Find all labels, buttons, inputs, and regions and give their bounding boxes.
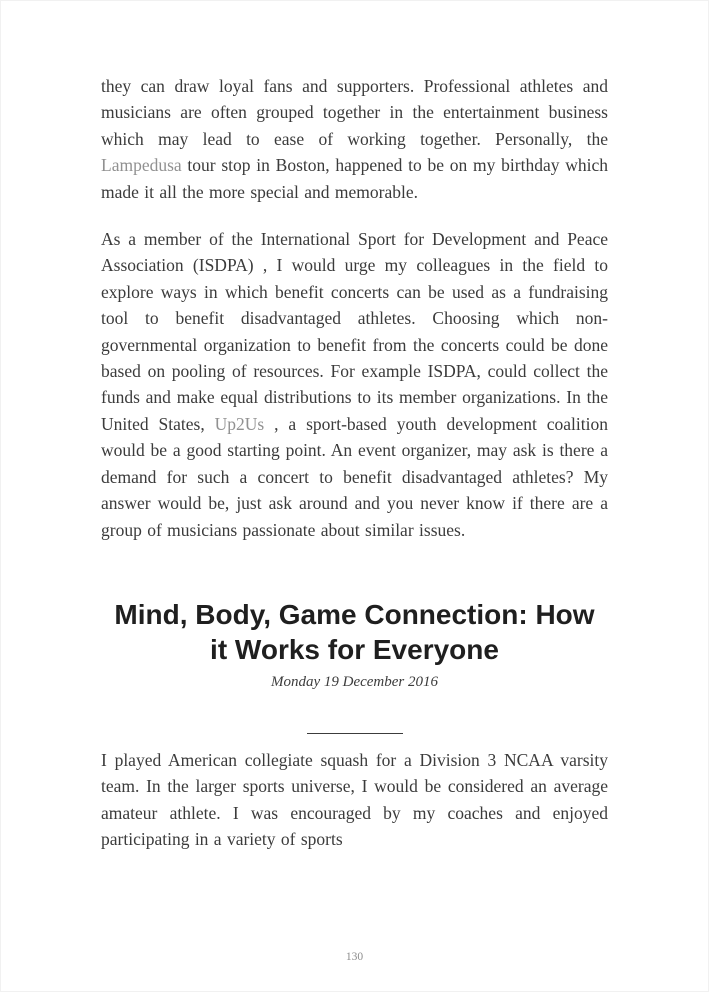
lampedusa-link[interactable]: Lampedusa xyxy=(101,155,182,176)
post-title: Mind, Body, Game Connection: How it Works for Everyone xyxy=(114,598,595,665)
post-date: Monday 19 December 2016 xyxy=(270,673,439,690)
paragraph-2-text-pre: As a member of the International Sport for Development and Peace Association (ISDPA) , I would urge my colleagues in the field to explore ways in which benefit concerts can be used as a fundraising tool to benefit disadvantaged athletes. Choosing which non-governmental organization to benefit from the concerts could be done based on pooling of resources. For example ISDPA, could collect the funds and make equal distributions to its member organizations. In the United States, xyxy=(101,229,608,434)
paragraph xyxy=(101,747,608,853)
section-divider xyxy=(307,733,403,734)
paragraph-1-text-post: tour stop in Boston, happened to be on my birthday which made it all the more special and memorable. xyxy=(101,155,608,202)
page-footer xyxy=(101,951,608,963)
paragraph xyxy=(101,226,608,543)
paragraph-3-text: I played American collegiate squash for a Division 3 NCAA varsity team. In the larger sports universe, I would be considered an average amateur athlete. I was encouraged by my coaches and enjoyed participating in a variety of sports xyxy=(101,749,608,850)
paragraph-1-text-pre: they can draw loyal fans and supporters. Professional athletes and musicians are often grouped together in the entertainment business which may lead to ease of working together. Personally, the xyxy=(101,76,608,149)
post-header xyxy=(101,597,608,691)
page-number: 130 xyxy=(345,951,364,963)
up2us-link[interactable]: Up2Us xyxy=(214,413,265,434)
paragraph-2-text-post: , a sport-based youth development coalition would be a good starting point. An event organizer, may ask is there a demand for such a concert to benefit disadvantaged athletes? My answer would be, just ask around and you never know if there are a group of musicians passionate about similar issues. xyxy=(101,413,608,540)
paragraph xyxy=(101,73,608,205)
